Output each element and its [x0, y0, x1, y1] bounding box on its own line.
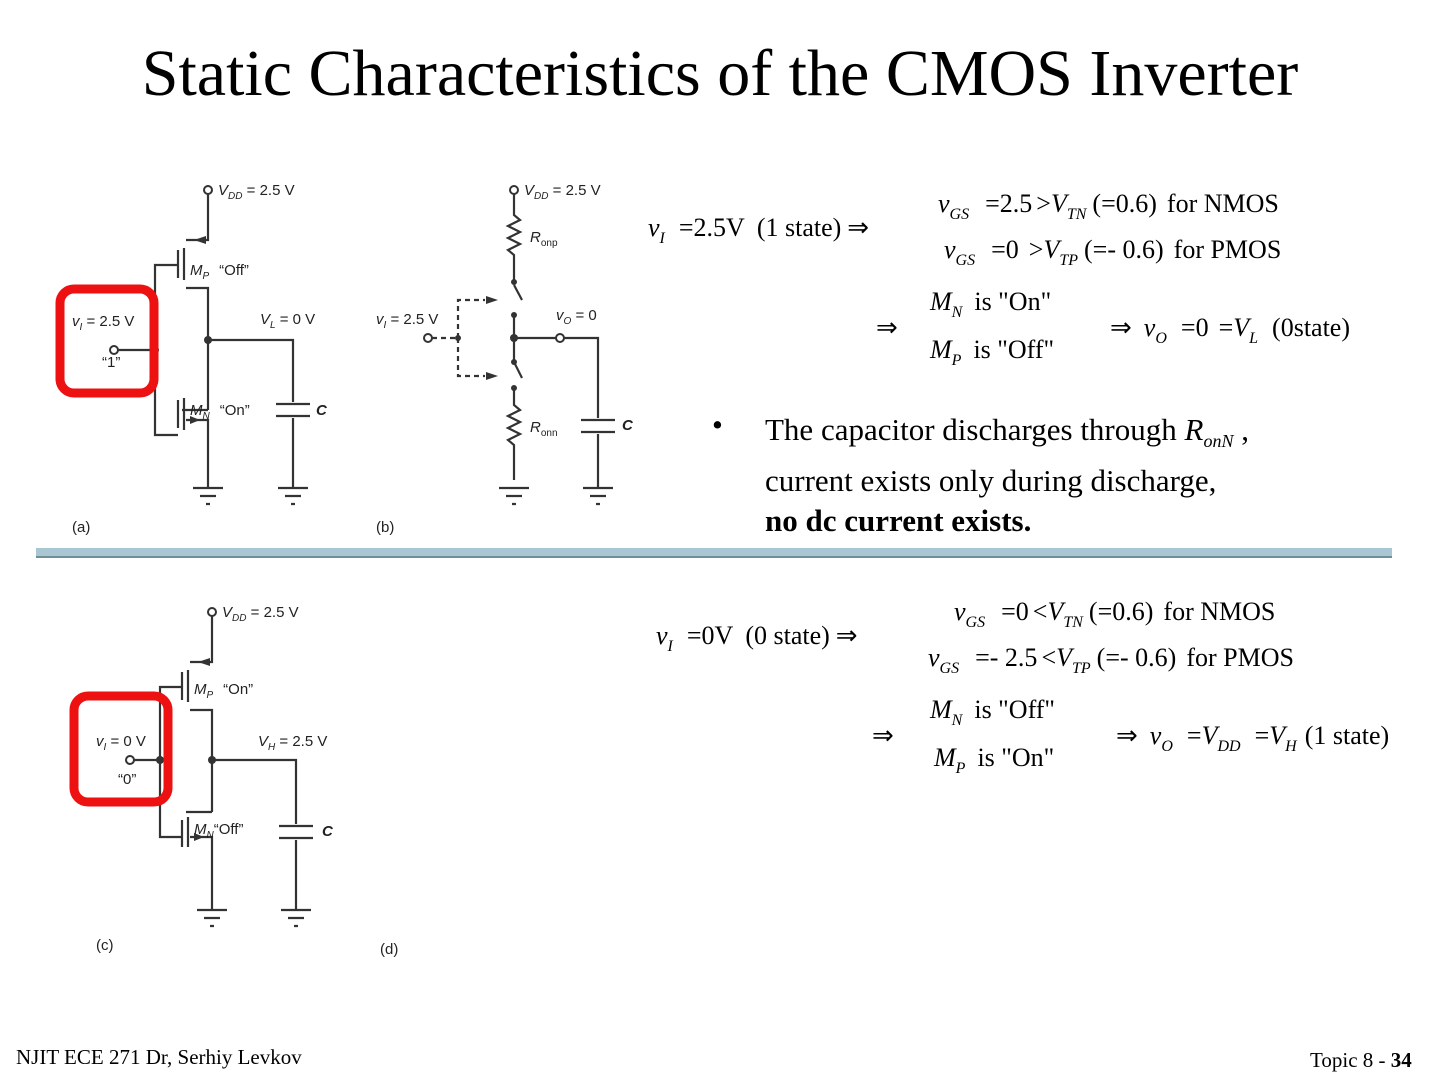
highlight-box-a — [60, 289, 154, 393]
vdd-label-b: $V_{DD} = 2.5$ V — [524, 182, 601, 202]
vdd-label-c: $V_{DD} = 2.5$ V — [222, 604, 299, 624]
equation-block-top — [640, 180, 1440, 380]
eq-top-row1: $v_{GS} =2.5 >V_{TN}$ (=0.6) for NMOS — [938, 189, 1279, 223]
ronn-label-b: $R_{onn}$ — [530, 419, 558, 439]
bullet-dot: • — [712, 407, 723, 442]
vl-label-a: $V_L = 0$ V — [260, 311, 316, 331]
eq-bottom-row2: $v_{GS} =- 2.5 <V_{TP}$ (=- 0.6) for PMOS — [928, 643, 1294, 677]
mp-label-a: $M_P$ “Off” — [190, 262, 249, 282]
svg-text:⇒: ⇒ — [876, 313, 898, 342]
eq-bottom-mp: $M_P$ is "On" — [934, 743, 1055, 777]
vh-label-c: $V_H = 2.5$ V — [258, 733, 328, 753]
eq-top-vo: ⇒ $v_O =0 =V_L$ (0state) — [1110, 313, 1351, 347]
fig-label-d: (d) — [380, 941, 399, 958]
circuit-c-diagram — [60, 592, 399, 962]
vi-label-c: $v_I = 0$ V — [96, 733, 146, 753]
eq-bottom-vo: ⇒ $v_O =V_{DD} =V_H$ (1 state) — [1116, 721, 1390, 755]
mn-label-a: $M_N$ “On” — [190, 402, 250, 422]
section-divider — [36, 548, 1392, 558]
circuit-a-diagram — [50, 170, 380, 540]
equation-block-bottom — [640, 590, 1440, 790]
eq-bottom-mn: $M_N$ is "Off" — [930, 695, 1056, 729]
vi-label-a: $v_I = 2.5$ V — [72, 313, 135, 333]
circuit-b-diagram — [370, 170, 650, 540]
fig-label-a: (a) — [72, 519, 91, 536]
vi-label-b: $v_I = 2.5$ V — [376, 311, 439, 331]
mp-label-c: $M_P$ “On” — [194, 681, 254, 701]
ronp-label-b: $R_{onp}$ — [530, 229, 558, 249]
eq-bottom-lhs: $v_I =0V$ (0 state) ⇒ — [656, 621, 858, 655]
bullet-text: The capacitor discharges through $R_{onN}$ , current exists only during discharge, no dc current exists. — [765, 412, 1249, 539]
fig-label-b: (b) — [376, 519, 395, 536]
footer-page-number: Topic 8 - 34 — [1310, 1048, 1412, 1072]
vo-label-b: $v_O = 0$ — [556, 307, 597, 327]
slide-title: Static Characteristics of the CMOS Inverter — [141, 37, 1299, 110]
logic-label-c: “0” — [118, 771, 137, 788]
eq-top-lhs: $v_I =2.5V$ (1 state) ⇒ — [648, 213, 870, 247]
footer-course: NJIT ECE 271 Dr, Serhiy Levkov — [16, 1045, 302, 1069]
svg-text:⇒: ⇒ — [872, 721, 894, 750]
mn-label-c: $M_N“Off$” — [194, 821, 244, 841]
logic-label-a: “1” — [102, 354, 121, 371]
c-label-a: C — [316, 402, 327, 419]
eq-bottom-row1: $v_{GS} =0 <V_{TN}$ (=0.6) for NMOS — [954, 597, 1276, 631]
fig-label-c: (c) — [96, 937, 114, 954]
eq-top-row2: $v_{GS} =0 >V_{TP}$ (=- 0.6) for PMOS — [944, 235, 1282, 269]
c-label-b: C — [622, 417, 633, 434]
eq-top-mn: $M_N$ is "On" — [930, 287, 1052, 321]
eq-top-mp: $M_P$ is "Off" — [930, 335, 1055, 369]
vdd-label-a: $V_{DD} = 2.5$ V — [218, 182, 295, 202]
c-label-c: C — [322, 823, 333, 840]
